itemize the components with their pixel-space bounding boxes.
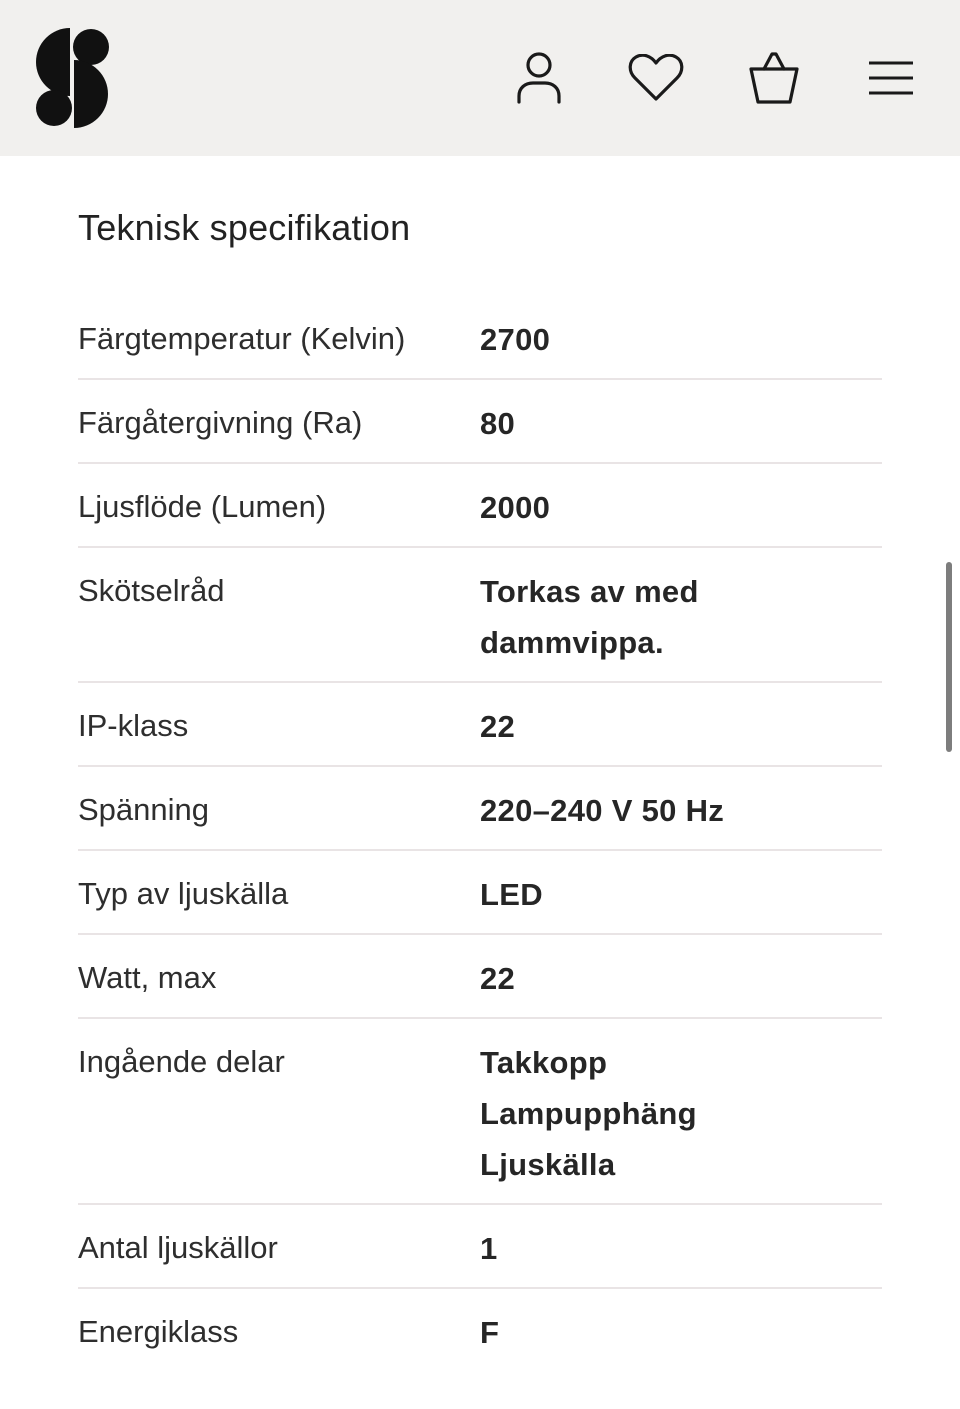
heart-icon[interactable]: [628, 50, 684, 106]
section-title: Teknisk specifikation: [78, 207, 411, 248]
spec-value: [480, 1223, 882, 1274]
hamburger-menu-icon[interactable]: [863, 50, 919, 106]
spec-row: [78, 935, 882, 1019]
spec-value: [480, 482, 882, 533]
spec-value-line: F: [480, 1315, 500, 1350]
user-icon[interactable]: [511, 50, 567, 106]
spec-row: [78, 851, 882, 935]
spec-value: [480, 566, 882, 668]
scrollbar-thumb[interactable]: [946, 562, 952, 752]
spec-label: IP-klass: [78, 708, 189, 743]
spec-value-line: 22: [480, 961, 516, 996]
spec-value-line: Torkas av med: [480, 574, 699, 609]
spec-value: [480, 785, 882, 836]
spec-value: [480, 1307, 882, 1358]
spec-label: Spänning: [78, 792, 210, 827]
site-header: [0, 0, 960, 156]
spec-label: Ljusflöde (Lumen): [78, 489, 327, 524]
spec-label: Antal ljuskällor: [78, 1230, 278, 1265]
spec-value-line: 220–240 V 50 Hz: [480, 793, 725, 828]
spec-label: Skötselråd: [78, 573, 225, 608]
spec-value: [480, 314, 882, 365]
spec-row: [78, 296, 882, 380]
spec-value-line: Lampupphäng: [480, 1096, 697, 1131]
spec-value: [480, 953, 882, 1004]
spec-label: Färgtemperatur (Kelvin): [78, 321, 406, 356]
spec-label: Typ av ljuskälla: [78, 876, 289, 911]
spec-row: [78, 1289, 882, 1371]
spec-value-line: Ljuskälla: [480, 1147, 616, 1182]
spec-value: [480, 398, 882, 449]
spec-value-line: dammvippa.: [480, 625, 664, 660]
spec-row: [78, 380, 882, 464]
spec-row: [78, 683, 882, 767]
spec-row: [78, 464, 882, 548]
brand-s-logo[interactable]: [36, 28, 110, 128]
spec-label: Färgåtergivning (Ra): [78, 405, 363, 440]
spec-value-line: Takkopp: [480, 1045, 608, 1080]
bag-icon[interactable]: [746, 50, 802, 106]
spec-table: [78, 296, 882, 1371]
spec-value: [480, 869, 882, 920]
spec-row: [78, 1019, 882, 1205]
spec-row: [78, 767, 882, 851]
spec-value: [480, 1037, 882, 1190]
spec-label: Energiklass: [78, 1314, 239, 1349]
spec-value-line: 22: [480, 709, 516, 744]
spec-value: [480, 701, 882, 752]
spec-value-line: LED: [480, 877, 543, 912]
spec-value-line: 1: [480, 1231, 498, 1266]
spec-value-line: 80: [480, 406, 516, 441]
spec-label: Watt, max: [78, 960, 217, 995]
spec-label: Ingående delar: [78, 1044, 285, 1079]
spec-row: [78, 548, 882, 683]
spec-row: [78, 1205, 882, 1289]
spec-value-line: 2700: [480, 322, 551, 357]
spec-value-line: 2000: [480, 490, 551, 525]
